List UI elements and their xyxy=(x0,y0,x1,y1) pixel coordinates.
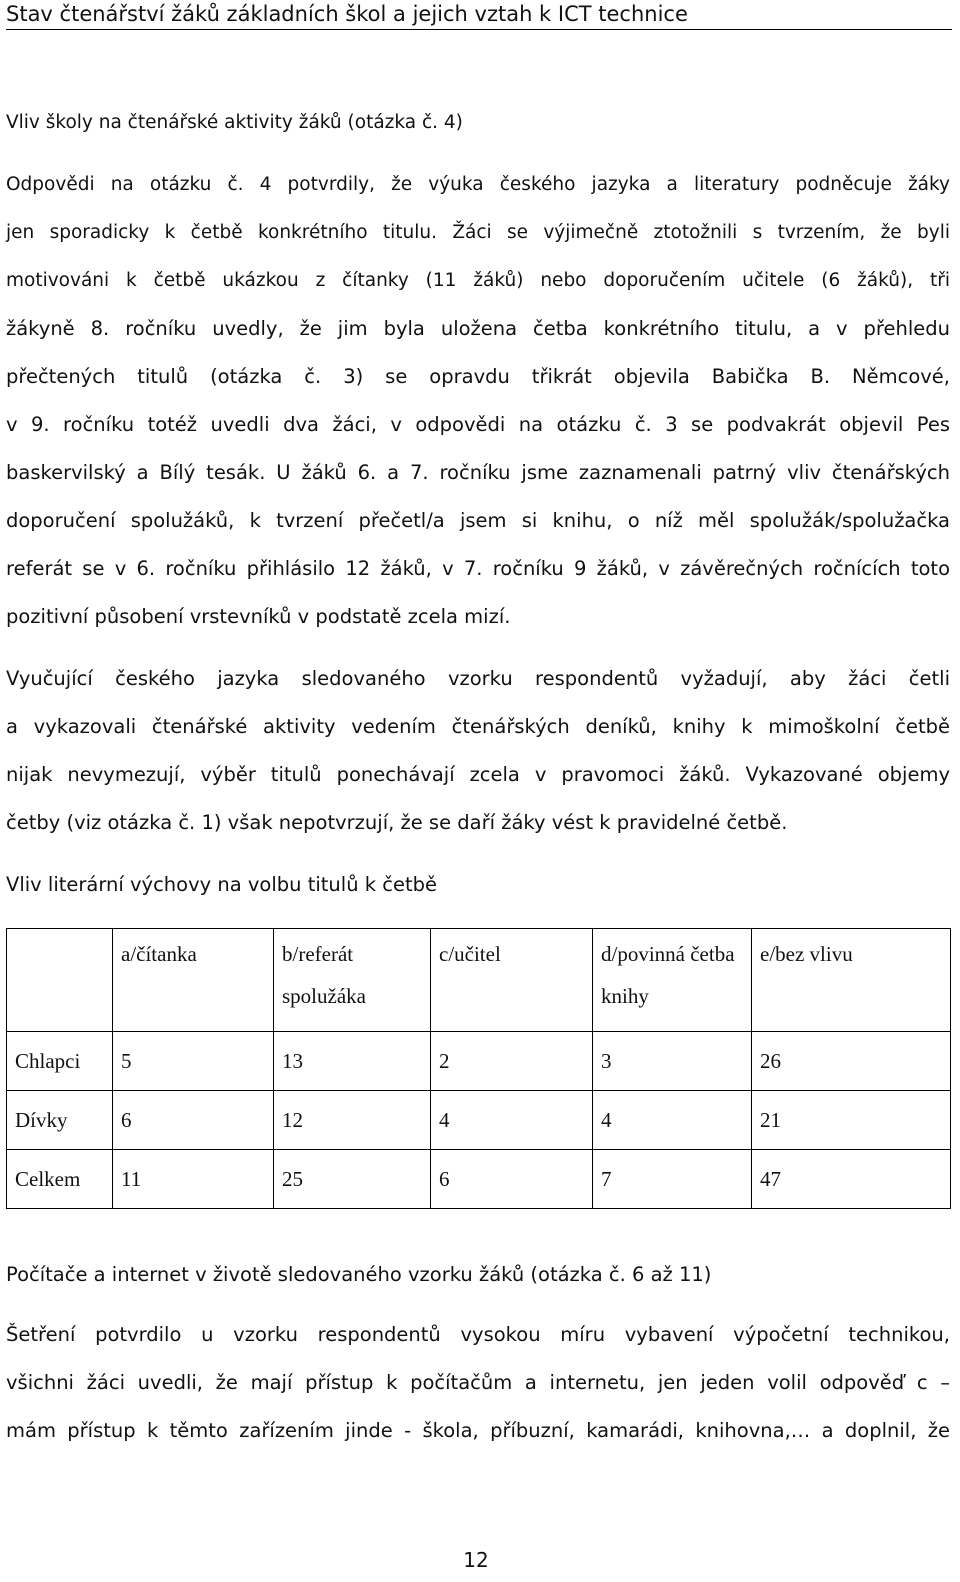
paragraph-line: doporučení spolužáků, k tvrzení přečetl/a jsem si knihu, o níž měl spolužák/spolužačka xyxy=(6,509,950,532)
paragraph-line: referát se v 6. ročníku přihlásilo 12 žáků, v 7. ročníku 9 žáků, v závěrečných ročnících toto xyxy=(6,557,950,580)
header-cell xyxy=(7,929,113,1032)
paragraph-line: Šetření potvrdilo u vzorku respondentů vysokou míru vybavení výpočetní technikou, xyxy=(6,1323,950,1346)
paragraph-line: žákyně 8. ročníku uvedly, že jim byla uložena četba konkrétního titulu, a v přehledu xyxy=(6,317,950,340)
section-heading-computers-internet: Počítače a internet v životě sledovaného vzorku žáků (otázka č. 6 až 11) xyxy=(6,1263,712,1286)
table-heading: Vliv literární výchovy na volbu titulů k četbě xyxy=(6,873,437,896)
table-cell: 6 xyxy=(431,1150,593,1209)
table-cell: 5 xyxy=(113,1032,274,1091)
paragraph-line: Odpovědi na otázku č. 4 potvrdily, že výuka českého jazyka a literatury podněcuje žáky xyxy=(6,174,950,195)
table-cell: 3 xyxy=(593,1032,752,1091)
paragraph-line: nijak nevymezují, výběr titulů ponechávají zcela v pravomoci žáků. Vykazované objemy xyxy=(6,763,950,786)
table-cell: 25 xyxy=(274,1150,431,1209)
table-cell: 11 xyxy=(113,1150,274,1209)
table-header-row xyxy=(7,929,951,1032)
literary-influence-table xyxy=(6,928,951,1209)
table-cell: 21 xyxy=(752,1091,951,1150)
table-cell: 13 xyxy=(274,1032,431,1091)
paragraph-line: motivováni k četbě ukázkou z čítanky (11 žáků) nebo doporučením učitele (6 žáků), tři xyxy=(6,270,950,291)
table-row xyxy=(7,1032,951,1091)
paragraph-line: baskervilský a Bílý tesák. U žáků 6. a 7. ročníku jsme zaznamenali patrný vliv čtenářských xyxy=(6,461,950,484)
row-label-cell: Chlapci xyxy=(7,1032,113,1091)
paragraph-line: Vyučující českého jazyka sledovaného vzorku respondentů vyžadují, aby žáci četli xyxy=(6,667,950,690)
table-row xyxy=(7,1150,951,1209)
paragraph-line: četby (viz otázka č. 1) však nepotvrzují, že se daří žáky vést k pravidelné četbě. xyxy=(6,811,788,834)
header-cell: b/referát spolužáka xyxy=(274,929,431,1032)
table-cell: 6 xyxy=(113,1091,274,1150)
table-cell: 26 xyxy=(752,1032,951,1091)
header-cell: c/učitel xyxy=(431,929,593,1032)
table-cell: 4 xyxy=(593,1091,752,1150)
table-cell: 2 xyxy=(431,1032,593,1091)
paragraph-line: mám přístup k těmto zařízením jinde - škola, příbuzní, kamarádi, knihovna,… a doplnil, že xyxy=(6,1419,950,1442)
paragraph-line: v 9. ročníku totéž uvedli dva žáci, v odpovědi na otázku č. 3 se podvakrát objevil Pes xyxy=(6,413,950,436)
paragraph-line: všichni žáci uvedli, že mají přístup k počítačům a internetu, jen jeden volil odpověď c – xyxy=(6,1371,950,1394)
table-cell: 47 xyxy=(752,1150,951,1209)
header-cell: e/bez vlivu xyxy=(752,929,951,1032)
running-header: Stav čtenářství žáků základních škol a jejich vztah k ICT technice xyxy=(6,0,952,30)
table-cell: 12 xyxy=(274,1091,431,1150)
header-cell: d/povinná četba knihy xyxy=(593,929,752,1032)
table-cell: 4 xyxy=(431,1091,593,1150)
paragraph-line: jen sporadicky k četbě konkrétního titulu. Žáci se výjimečně ztotožnili s tvrzením, že byli xyxy=(6,222,950,243)
row-label-cell: Celkem xyxy=(7,1150,113,1209)
table-cell: 7 xyxy=(593,1150,752,1209)
paragraph-line: přečtených titulů (otázka č. 3) se opravdu třikrát objevila Babička B. Němcové, xyxy=(6,365,950,388)
section-heading-school-influence: Vliv školy na čtenářské aktivity žáků (otázka č. 4) xyxy=(6,112,463,133)
paragraph-line: a vykazovali čtenářské aktivity vedením čtenářských deníků, knihy k mimoškolní četbě xyxy=(6,715,950,738)
paragraph-line: pozitivní působení vrstevníků v podstatě zcela mizí. xyxy=(6,605,511,628)
row-label-cell: Dívky xyxy=(7,1091,113,1150)
header-cell: a/čítanka xyxy=(113,929,274,1032)
page-number: 12 xyxy=(463,1548,489,1572)
table-row xyxy=(7,1091,951,1150)
